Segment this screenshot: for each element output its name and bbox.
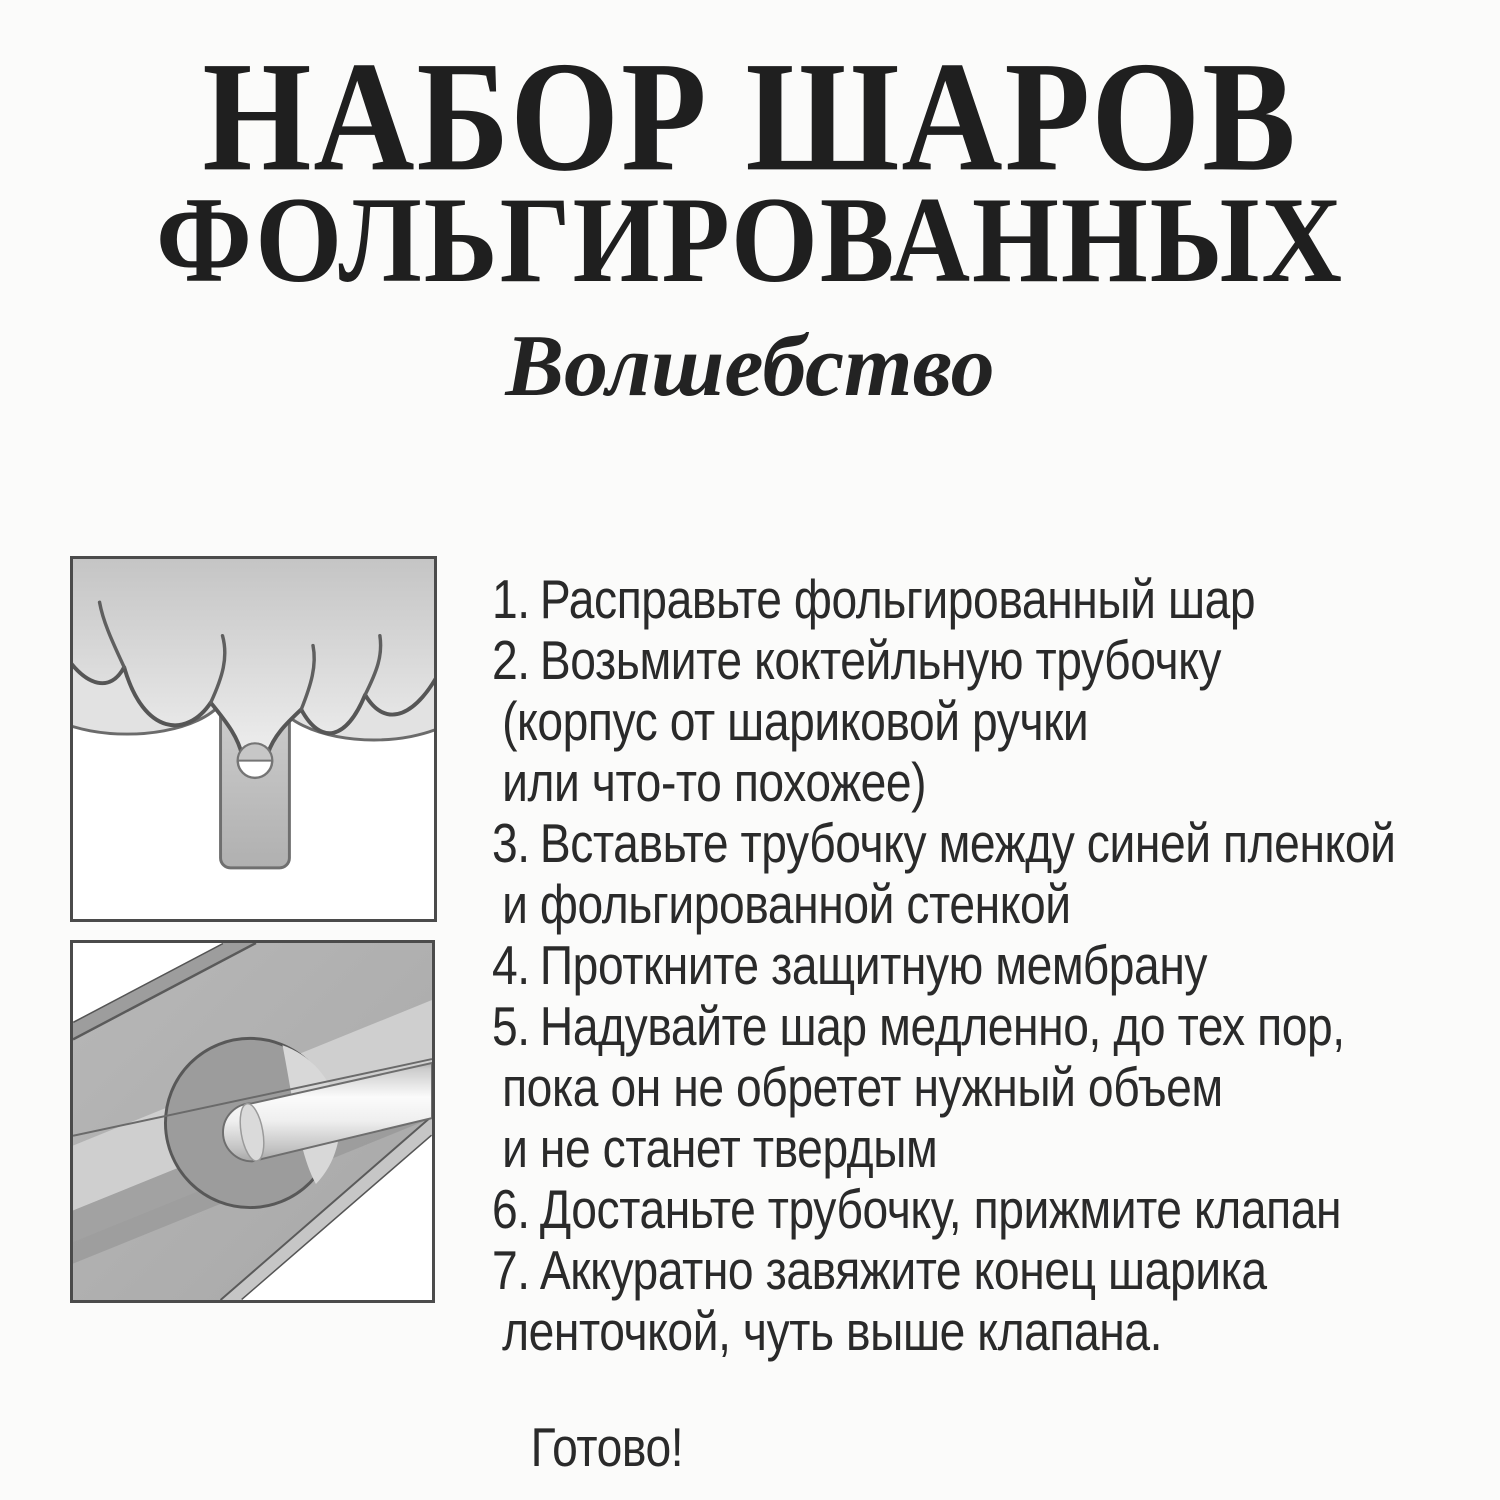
step-text: Проткните защитную мембрану xyxy=(539,934,1208,996)
step-text: и не станет твердым xyxy=(502,1117,938,1179)
list-item xyxy=(492,1179,1492,1240)
step-text: Аккуратно завяжите конец шарика xyxy=(539,1239,1267,1301)
step-number: 5. xyxy=(492,995,530,1057)
list-item xyxy=(492,569,1492,630)
list-item xyxy=(492,874,1492,935)
list-item xyxy=(492,752,1492,813)
step-number: 7. xyxy=(492,1239,530,1301)
instructions-list xyxy=(492,569,1492,1478)
list-item xyxy=(492,630,1492,691)
list-item xyxy=(492,691,1492,752)
page-title-line-1: НАБОР ШАРОВ xyxy=(202,28,1298,204)
step-number: 1. xyxy=(492,568,530,630)
list-item xyxy=(492,1301,1492,1362)
list-item xyxy=(492,1118,1492,1179)
step-number: 4. xyxy=(492,934,530,996)
step-number: 2. xyxy=(492,629,530,691)
list-item xyxy=(492,1240,1492,1301)
step-text: Надувайте шар медленно, до тех пор, xyxy=(539,995,1345,1057)
list-item xyxy=(492,1057,1492,1118)
step-text: пока он не обретет нужный объем xyxy=(502,1056,1223,1118)
step-text: Вставьте трубочку между синей пленкой xyxy=(539,812,1396,874)
list-item xyxy=(492,813,1492,874)
step-number: 3. xyxy=(492,812,530,874)
straw-valve-illustration xyxy=(70,940,435,1303)
step-text: ленточкой, чуть выше клапана. xyxy=(502,1300,1163,1362)
step-text: или что-то похожее) xyxy=(502,751,927,813)
step-text: (корпус от шариковой ручки xyxy=(502,690,1089,752)
step-text: Возьмите коктейльную трубочку xyxy=(539,629,1222,691)
done-label: Готово! xyxy=(530,1416,684,1478)
list-item xyxy=(492,935,1492,996)
page-title-line-2: ФОЛЬГИРОВАННЫХ xyxy=(155,170,1345,309)
straw-insert-icon xyxy=(73,943,432,1300)
list-item xyxy=(492,996,1492,1057)
balloon-valve-illustration xyxy=(70,556,437,922)
step-text: Расправьте фольгированный шар xyxy=(539,568,1256,630)
balloon-bottom-icon xyxy=(73,559,434,919)
step-text: Достаньте трубочку, прижмите клапан xyxy=(539,1178,1342,1240)
product-name-subtitle: Волшебство xyxy=(505,318,995,415)
step-text: и фольгированной стенкой xyxy=(502,873,1071,935)
step-number: 6. xyxy=(492,1178,530,1240)
